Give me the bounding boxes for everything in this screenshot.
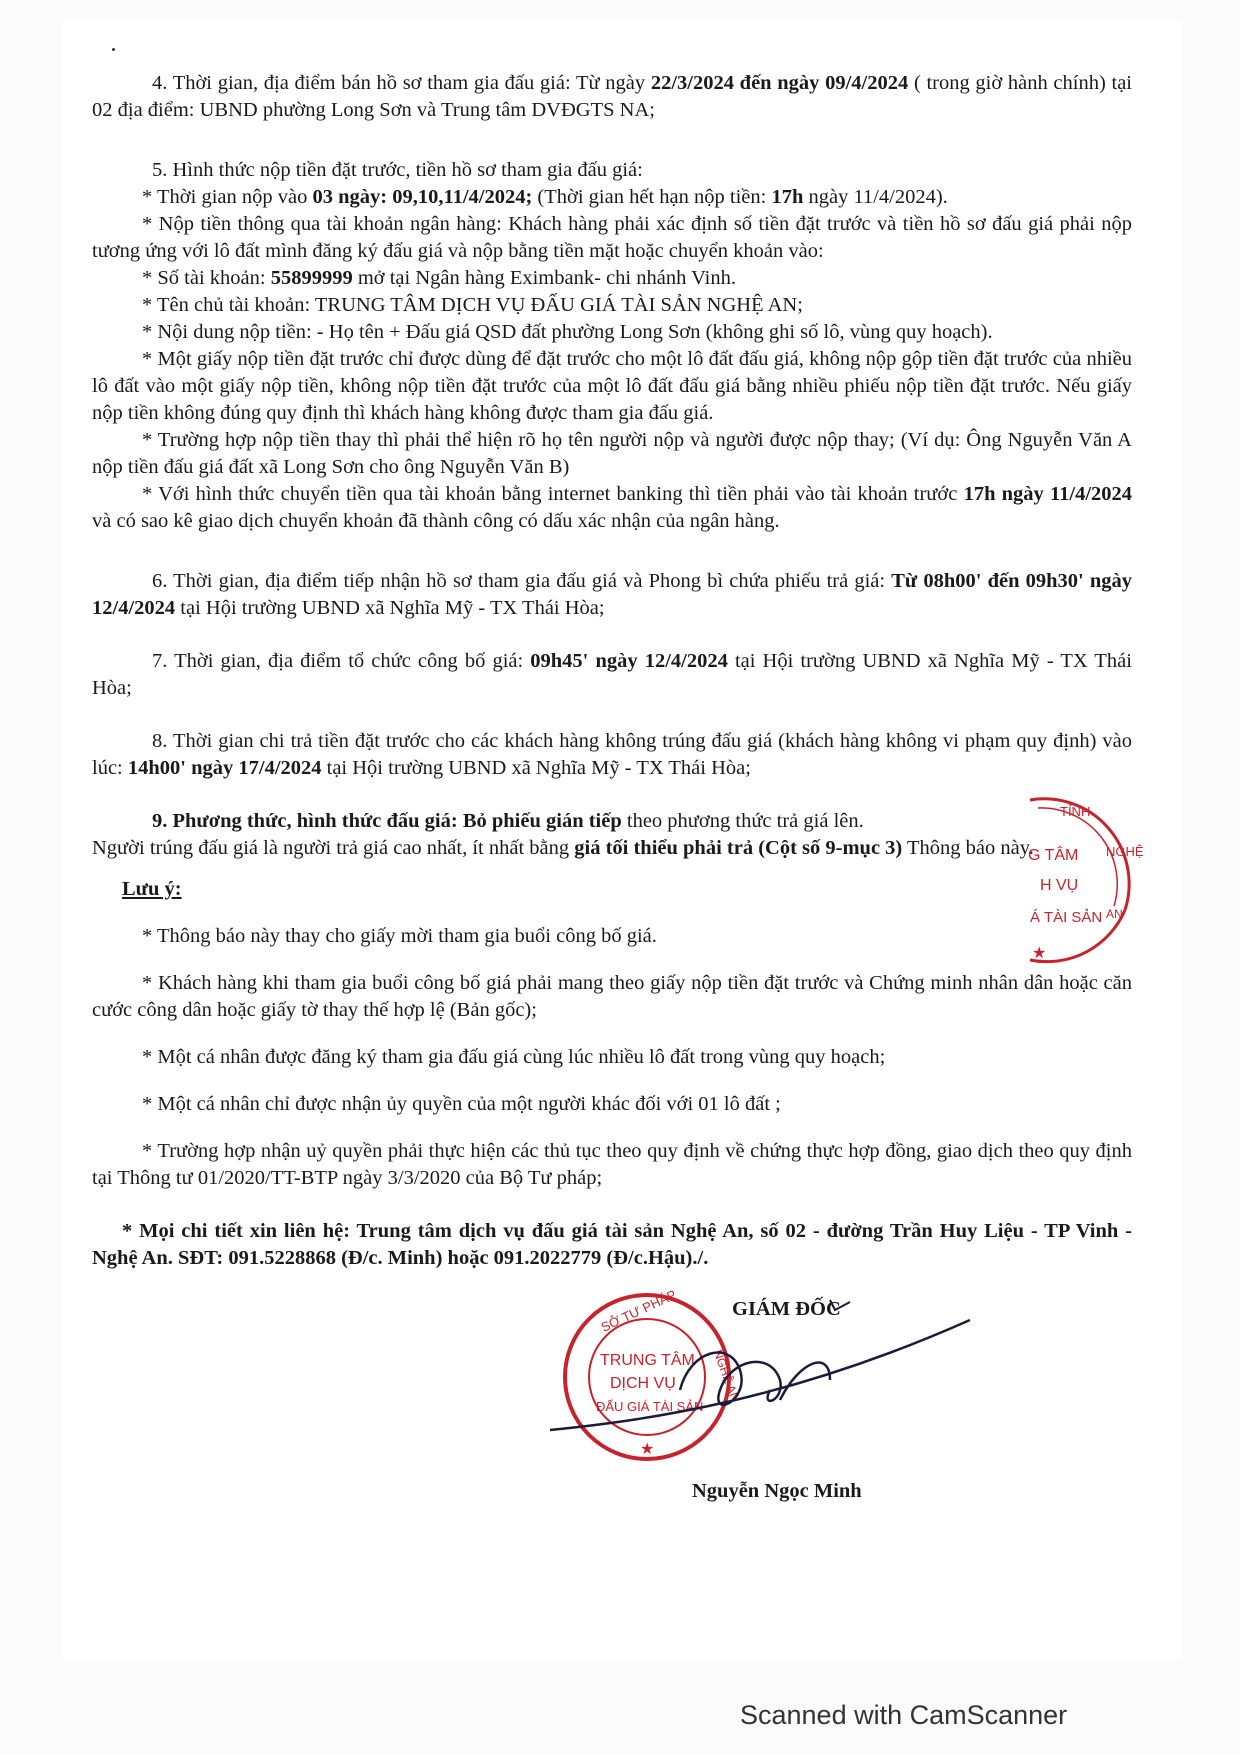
text: tại Hội trường UBND xã Nghĩa Mỹ - TX Thái Hòa; — [92, 650, 1132, 699]
item-9 — [92, 808, 1132, 835]
side-seal-right-text: NGHỆ — [1106, 844, 1144, 859]
seal-line-2: DỊCH VỤ — [610, 1375, 676, 1392]
item-9-method: 9. Phương thức, hình thức đấu giá: Bỏ phiếu gián tiếp — [152, 810, 622, 832]
deadline-hour: 17h — [771, 186, 804, 208]
item-6-time: Từ 08h00' đến 09h30' ngày 12/4/2024 — [92, 570, 1132, 619]
scanner-watermark: Scanned with CamScanner — [740, 1700, 1068, 1730]
text: 6. Thời gian, địa điểm tiếp nhận hồ sơ tham gia đấu giá và Phong bì chứa phiếu trả giá: — [152, 570, 892, 592]
item-4-text: 4. Thời gian, địa điểm bán hồ sơ tham gia đấu giá: Từ ngày — [152, 72, 651, 94]
side-seal-stamp — [1010, 790, 1144, 970]
payment-days: 03 ngày: 09,10,11/4/2024; — [312, 186, 533, 208]
text: tại Hội trường UBND xã Nghĩa Mỹ - TX Thái Hòa; — [321, 757, 751, 779]
text: * Số tài khoản: — [142, 267, 271, 289]
seal-line-1: TRUNG TÂM — [600, 1352, 695, 1369]
side-seal-line-2: H VỤ — [1040, 877, 1079, 894]
item-8 — [92, 728, 1132, 782]
text: Người trúng đấu giá là người trả giá cao nhất, ít nhất bằng — [92, 837, 575, 859]
item-4 — [92, 70, 1132, 124]
seal-outer-top-text: SỞ TƯ PHÁP — [598, 1286, 679, 1335]
side-seal-top-text: TỈNH — [1060, 804, 1091, 819]
scan-dot — [112, 48, 115, 51]
seal-star-icon: ★ — [640, 1441, 655, 1458]
banking-deadline: 17h ngày 11/4/2024 — [963, 483, 1133, 505]
item-4-rest: ( trong giờ hành chính) tại 02 địa điểm: UBND phường Long Sơn và Trung tâm DVĐGTS NA; — [92, 72, 1132, 121]
signer-name: Nguyễn Ngọc Minh — [692, 1480, 862, 1502]
text: 7. Thời gian, địa điểm tổ chức công bố giá: — [152, 650, 531, 672]
item-5-payment-period — [92, 184, 1132, 211]
side-seal-line-1: G TÂM — [1028, 847, 1079, 864]
text: * Thời gian nộp vào — [142, 186, 313, 208]
text: và có sao kê giao dịch chuyển khoản đã thành công có dấu xác nhận của ngân hàng. — [92, 510, 780, 532]
seal-outer-right-text: NGHỆ AN — [710, 1347, 743, 1404]
item-5-internet-banking — [92, 481, 1132, 535]
text: * Với hình thức chuyển tiền qua tài khoản bằng internet banking thì tiền phải vào tài khoản trước — [142, 483, 964, 505]
text: mở tại Ngân hàng Eximbank- chi nhánh Vinh. — [352, 267, 736, 289]
document-body — [92, 70, 1132, 1272]
side-seal-right-text-2: AN — [1106, 907, 1123, 921]
item-5-title: 5. Hình thức nộp tiền đặt trước, tiền hồ sơ tham gia đấu giá: — [152, 159, 643, 181]
note-1: * Thông báo này thay cho giấy mời tham gia buổi công bố giá. — [142, 925, 657, 947]
item-5-payment-content: * Nội dung nộp tiền: - Họ tên + Đấu giá QSD đất phường Long Sơn (không ghi số lô, vùng quy hoạch). — [142, 321, 993, 343]
notes-heading: Lưu ý: — [122, 878, 182, 900]
text: (Thời gian hết hạn nộp tiền: — [532, 186, 772, 208]
account-number: 55899999 — [270, 267, 353, 289]
item-6 — [92, 568, 1132, 622]
note-4: * Một cá nhân chỉ được nhận ủy quyền của một người khác đối với 01 lô đất ; — [142, 1093, 781, 1115]
signature-title: GIÁM ĐỐC — [732, 1298, 841, 1320]
item-9-winner-rule — [92, 835, 1132, 862]
item-7 — [92, 648, 1132, 702]
text: 8. Thời gian chi trả tiền đặt trước cho các khách hàng không trúng đấu giá (khách hàng không vi phạm quy định) vào lúc: — [92, 730, 1132, 779]
item-4-dates: 22/3/2024 đến ngày 09/4/2024 — [650, 72, 909, 94]
item-5-one-slip-rule: * Một giấy nộp tiền đặt trước chỉ được dùng để đặt trước cho một lô đất đấu giá, không nộp gộp tiền đặt trước của nhiều lô đất vào một giấy nộp tiền, không nộp tiền đặt trước của một lô đất đấu giá bằng nhiều phiếu nộp tiền đặt trước. Nếu giấy nộp tiền không đúng quy định thì khách hàng không được tham gia đấu giá. — [92, 348, 1132, 424]
contact-info: * Mọi chi tiết xin liên hệ: Trung tâm dịch vụ đấu giá tài sản Nghệ An, số 02 - đường Trần Huy Liệu - TP Vinh - Nghệ An. SĐT: 091.5228868 (Đ/c. Minh) hoặc 091.2022779 (Đ/c.Hậu)./. — [92, 1220, 1132, 1269]
text: tại Hội trường UBND xã Nghĩa Mỹ - TX Thái Hòa; — [175, 597, 605, 619]
item-5-account-number — [92, 265, 1132, 292]
side-seal-line-3: Á TÀI SẢN — [1030, 909, 1103, 926]
signature-block — [560, 1286, 960, 1520]
handwritten-signature — [530, 1280, 990, 1500]
note-3: * Một cá nhân được đăng ký tham gia đấu giá cùng lúc nhiều lô đất trong vùng quy hoạch; — [142, 1046, 886, 1068]
note-2: * Khách hàng khi tham gia buổi công bố giá phải mang theo giấy nộp tiền đặt trước và Chứng minh nhân dân hoặc căn cước công dân hoặc giấy tờ thay thế hợp lệ (Bản gốc); — [92, 972, 1132, 1021]
item-7-time: 09h45' ngày 12/4/2024 — [530, 650, 728, 672]
item-5-proxy-payment: * Trường hợp nộp tiền thay thì phải thể hiện rõ họ tên người nộp và người được nộp thay; (Ví dụ: Ông Nguyễn Văn A nộp tiền đấu giá đất xã Long Sơn cho ông Nguyễn Văn B) — [92, 429, 1132, 478]
text: theo phương thức trả giá lên. — [621, 810, 864, 832]
text: Thông báo này. — [902, 837, 1034, 859]
side-seal-star-icon: ★ — [1032, 945, 1047, 962]
text: ngày 11/4/2024). — [803, 186, 948, 208]
item-8-time: 14h00' ngày 17/4/2024 — [127, 757, 322, 779]
item-5-bank-transfer: * Nộp tiền thông qua tài khoản ngân hàng: Khách hàng phải xác định số tiền đặt trước và tiền hồ sơ đấu giá phải nộp tương ứng với lô đất mình đăng ký đấu giá và nộp bằng tiền mặt hoặc chuyển khoản vào: — [92, 213, 1132, 262]
seal-line-3: ĐẤU GIÁ TÀI SẢN — [596, 1399, 704, 1414]
note-5: * Trường hợp nhận uỷ quyền phải thực hiện các thủ tục theo quy định về chứng thực hợp đồng, giao dịch theo quy định tại Thông tư 01/2020/TT-BTP ngày 3/3/2020 của Bộ Tư pháp; — [92, 1140, 1132, 1189]
item-5-account-holder: * Tên chủ tài khoản: TRUNG TÂM DỊCH VỤ ĐẤU GIÁ TÀI SẢN NGHỆ AN; — [142, 294, 803, 316]
minimum-price: giá tối thiểu phải trả (Cột số 9-mục 3) — [574, 837, 903, 859]
